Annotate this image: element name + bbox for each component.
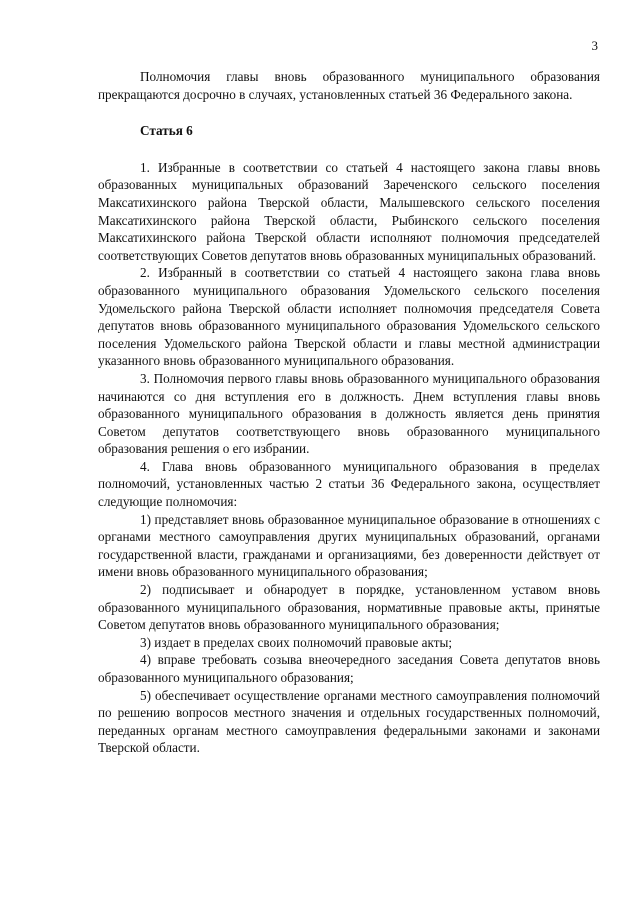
paragraph-4: 4. Глава вновь образованного муниципального образования в пределах полномочий, установленных частью 2 статьи 36 Федерального закона, осуществляет следующие полномочия: (98, 458, 600, 510)
document-body (98, 68, 600, 757)
list-item-4: 4) вправе требовать созыва внеочередного заседания Совета депутатов вновь образованного муниципального образования; (98, 652, 600, 685)
list-item-3: 3) издает в пределах своих полномочий правовые акты; (140, 634, 453, 650)
list-item-2: 2) подписывает и обнародует в порядке, установленном уставом вновь образованного муниципального образования, нормативные правовые акты, принятые Советом депутатов вновь образованного муниципального образования; (98, 582, 600, 633)
paragraph-term-termination: Полномочия главы вновь образованного муниципального образования прекращаются досрочно в случаях, установленных статьей 36 Федерального закона. (98, 69, 600, 102)
paragraph-3: 3. Полномочия первого главы вновь образованного муниципального образования начинаются со дня вступления его в должность. Днем вступления главы вновь образованного муниципального образования в должность является день принятия Советом депутатов соответствующего вновь образованного муниципального образования решения о его избрании. (98, 370, 600, 457)
list-item-5: 5) обеспечивает осуществление органами местного самоуправления полномочий по решению вопросов местного значения и отдельных государственных полномочий, переданных органам местного самоуправления федеральными законами и законами Тверской области. (98, 687, 600, 756)
article-heading: Статья 6 (140, 123, 193, 139)
paragraph-1: 1. Избранные в соответствии со статьей 4 настоящего закона главы вновь образованных муниципальных образований Зареченского сельского поселения Максатихинского района Тверской области, Малышевского сельского поселения Максатихинского района Тверской области, Рыбинского сельского поселения Максатихинского района Тверской области исполняют полномочия председателей соответствующих Советов депутатов вновь образованных муниципальных образований. (98, 159, 600, 263)
page-number: 3 (591, 38, 598, 53)
paragraph-2: 2. Избранный в соответствии со статьей 4 настоящего закона глава вновь образованного муниципального образования Удомельского сельского поселения Удомельского района Тверской области исполняет полномочия председателя Совета депутатов вновь образованного муниципального образования Удомельского сельского поселения Удомельского района Тверской области и главы местной администрации указанного вновь образованного муниципального образования. (98, 265, 600, 369)
list-item-1: 1) представляет вновь образованное муниципальное образование в отношениях с органами местного самоуправления других муниципальных образований, органами государственной власти, гражданами и организациями, без доверенности действует от имени вновь образованного муниципального образования; (98, 511, 600, 580)
